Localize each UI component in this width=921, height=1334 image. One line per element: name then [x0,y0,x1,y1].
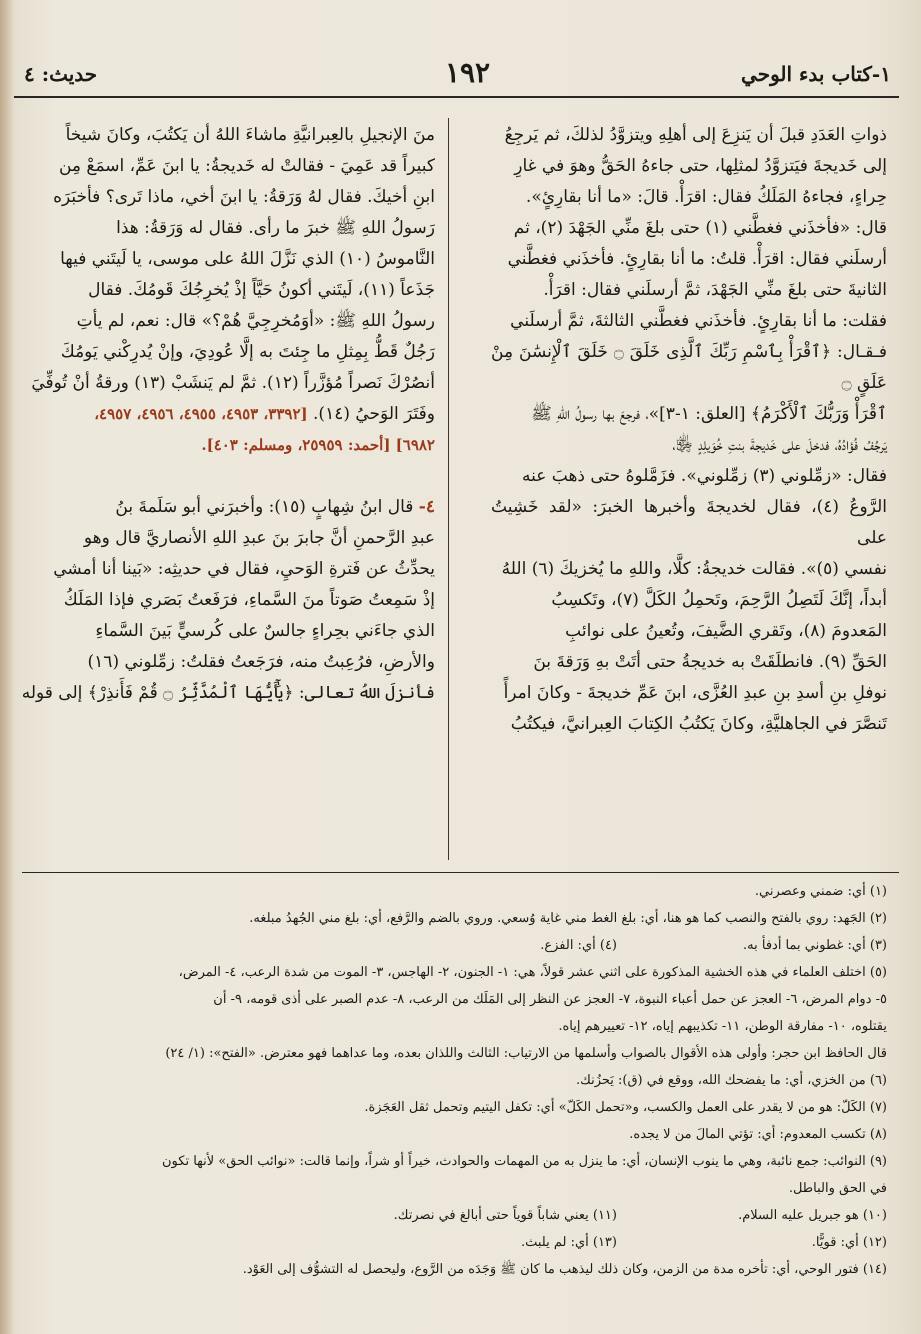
text-line: نفسي (٥)». فقالت خديجةُ: كلَّا، واللهِ ما يُخزيكَ (٦) اللهُ [501,559,887,579]
footnotes [16,878,887,1283]
text-line: إلى خَديجةَ فيَتزوَّدُ لمثلِها، حتى جاءهُ الحَقُّ وهوَ في غارِ [514,156,887,176]
text-line [15,399,435,430]
text-line: المَعدومَ (٨)، وتَقري الضَّيفَ، وتُعينُ على نوائبِ [565,621,887,641]
footnote: (٢) الجَهد: روي بالفتح والنصب كما هو هنا، أي: بلغ الغط مني غاية وُسعي. وروي بالضم والرَّفع، أي: بلغ مني الجُهدُ مبلغه. [249,911,887,926]
text-line: الحَقِّ (٩). فانطلَقَتْ به خديجةُ حتى أتَتْ بهِ وَرَقةَ بنَ [533,652,887,672]
text-line: عبدِ الرَّحمنِ أنَّ جابرَ بنَ عبدِ اللهِ الأنصاريَّ قال وهو [83,528,435,548]
text-line: إذْ سَمِعتُ صَوتاً منَ السَّماءِ، فرَفَعتُ بَصَري فإذا المَلَكُ [63,590,435,610]
text-fragment: قال ابنُ شِهابٍ (١٥): وأخبرَني أبو سَلَمةَ بنُ [115,497,414,517]
page-header [14,54,921,94]
footnote: (١) أي: ضمني وعصرني. [754,884,887,899]
text-line: فقلت: ما أنا بقارِئٍ. فأخذَني فغطَّني الثالثةَ، ثمَّ أرسلَني [510,311,887,331]
footnote: (٧) الكَلّ: هو من لا يقدر على العمل والكسب، و«تحمل الكَلّ» أي: تكفل اليتيم وتحمل ثقل العَجَزة. [364,1100,887,1115]
book-title: ١-كتاب بدء الوحي [741,62,891,86]
footnote-pair [16,932,887,959]
footnote: (٨) تكسب المعدوم: أي: تؤتي المالَ من لا يجده. [629,1127,887,1142]
text-line: نوفلِ بنِ أسدِ بنِ عبدِ العُزَّى، ابنَ عَمِّ خديجةَ - وكانَ امرأً [503,683,887,703]
text-line: ذواتِ العَدَدِ قبلَ أن يَنزِعَ إلى أهلِهِ ويتزوَّدُ لذلكَ، ثم يَرجِعُ [504,125,887,145]
text-line: أبداً، إنَّكَ لَتَصِلُ الرَّحِمَ، وتَحمِلُ الكَلَّ (٧)، وتَكسِبُ [551,590,887,610]
footnote: (٩) النوائب: جمع نائبة، وهي ما ينوب الإنسان، أي: ما ينزل به من المهمات والحوادث، خيراً أو شراً، وإنما قالت: «نوائب الحق» لأنها تكون [162,1154,887,1169]
page-edge [0,0,14,1334]
text-line: أنصُرْكَ نَصراً مُؤزَّراً (١٢). ثمَّ لم يَنشَبْ (١٣) ورقةُ أنْ تُوفِّيَ [31,373,435,393]
text-line: جَذَعاً (١١)، لَيتَني أكونُ حَيَّاً إذْ يُخرِجُكَ قَومُكَ. فقال [88,280,435,300]
text-line: رسولُ اللهِ ﷺ: «أوَمُخرِجِيَّ هُمْ؟» قال: نعم، لم يأتِ [76,311,435,331]
footnote: ٥- دوام المرض، ٦- العجز عن حمل أعباء النبوة، ٧- العجز عن النظر إلى المَلَك من الرعب، ٨- عدم الصبر على أذى قومه، ٩- أن [213,992,887,1007]
text-line: تَنصَّرَ في الجاهليَّةِ، وكانَ يَكتُبُ الكِتابَ العِبرانيَّ، فيكتُبُ [510,714,887,734]
text-line: حِراءٍ، فجاءهُ المَلَكُ فقال: اقرَأْ. قالَ: «ما أنا بقارِئٍ». [525,187,887,207]
footnote-rule [22,872,899,873]
right-column [491,120,887,740]
text-line: الذي جاءَني بحِراءٍ جالسٌ على كُرسيٍّ بَينَ السَّماءِ [95,621,435,641]
footnote-pair [16,1202,887,1229]
text-line: فـقـال: ﴿ٱقْرَأْ بِٱسْمِ رَبِّكَ ٱلَّذِى خَلَقَ ۝ خَلَقَ ٱلْإِنسَٰنَ مِنْ عَلَقٍ ۝ [491,342,887,393]
footnote-pair [16,1229,887,1256]
footnote: (٤) أي: الفزع. [540,938,617,953]
column-divider [448,118,449,860]
cross-reference: ٦٩٨٢] [أحمد: ٢٥٩٥٩، ومسلم: ٤٠٣]. [201,436,435,454]
footnote: (١١) يعني شاباً قوياً حتى أبالغ في نصرتك. [393,1208,617,1223]
footnote: في الحق والباطل. [788,1181,887,1196]
footnote: (٦) من الخزي، أي: ما يفضحك الله، ووقع في (ق): يَحزُنك. [575,1073,887,1088]
footnote: يقتلوه، ١٠- مفارقة الوطن، ١١- تكذيبهم إياه، ١٢- تعييرهم إياه. [558,1019,887,1034]
text-line: ٱقْرَأْ وَرَبُّكَ ٱلْأَكْرَمُ﴾ [العلق: ١-٣]»، فرجعَ بها رسولُ اللهِ ﷺ [531,404,887,424]
text-line: الثانيةَ حتى بلغَ منِّي الجَهْدَ، ثمَّ أرسلَني فقال: اقرَأْ. [543,280,887,300]
footnote: (٣) أي: غطوني بما أدفأ به. [743,938,887,953]
page-number: ١٩٢ [444,56,491,89]
left-column [15,120,435,709]
footnote: (١٢) أي: قويًّا. [811,1235,887,1250]
footnote: (١٤) فتور الوحي، أي: تأخره مدة من الزمن، وكان ذلك ليذهب ما كان ﷺ وَجَدَه من الرَّوع، وليحصل له التشوُّف إلى العَوْد. [242,1262,887,1277]
text-line: ابنِ أخيكَ. فقال لهُ وَرَقةُ: يا ابنَ أخي، ماذا تَرى؟ فأخبَرَه [53,187,435,207]
text-line: النَّاموسُ (١٠) الذي نَزَّلَ اللهُ على موسى، يا لَيتَني فيها [60,249,435,269]
footnote: قال الحافظ ابن حجر: وأولى هذه الأقوال بالصواب وأسلمها من الارتياب: الثالث واللذان بعده، وما عداهما فهو معترض. «الفتح»: (١/ ٢٤) [165,1046,887,1061]
text-line: يَرجُفُ فُؤادُهُ، فدخلَ على خَديجةَ بنتِ خُوَيلِدٍ ﵂، [672,435,887,455]
header-rule [14,96,899,98]
footnote: (٥) اختلف العلماء في هذه الخشية المذكورة على اثني عشر قولاً، هي: ١- الجنون، ٢- الهاجس، ٣- الموت من شدة الرعب، ٤- المرض، [178,965,887,980]
footnote: (١٠) هو جبريل عليه السلام. [738,1208,887,1223]
text-fragment: وفَتَرَ الوَحيُ (١٤). [313,404,435,424]
running-label: حديث: ٤ [24,62,98,86]
footnote: (١٣) أي: لم يلبث. [520,1235,617,1250]
text-line [15,430,435,461]
text-line: رَسولُ اللهِ ﷺ خبرَ ما رأى. فقال له وَرَقةُ: هذا [116,218,435,238]
spacer-line [15,461,435,492]
cross-reference: [٣٣٩٢، ٤٩٥٣، ٤٩٥٥، ٤٩٥٦، ٤٩٥٧، [94,405,308,423]
text-line: رَجُلٌ قَطُّ بِمِثلِ ما جِئتَ به إلَّا عُودِيَ، وإنْ يُدرِكْني يَومُكَ [60,342,435,362]
text-line [15,492,435,523]
text-line: فقال: «زمِّلوني (٣) زمِّلوني». فزَمَّلوهُ حتى ذهبَ عنه [521,466,887,486]
text-line: فأنزلَ اللهُ تعالى: ﴿يَٰٓأَيُّهَا ٱلْمُدَّثِّرُ ۝ قُمْ فَأَنذِرْ﴾ إلى قوله [21,683,435,703]
text-line: منَ الإنجيلِ بالعِبرانيَّةِ ماشاءَ اللهُ أن يَكتُبَ، وكانَ شيخاً [65,125,435,145]
text-line: الرَّوعُ (٤)، فقال لخديجةَ وأخبرها الخبرَ: «لقد خَشِيتُ على [491,497,887,548]
hadith-number: ٤- [418,497,435,517]
text-line: والأرضِ، فرُعِبتُ منه، فرَجَعتُ فقلتُ: زمِّلوني (١٦) [87,652,435,672]
text-line: قال: «فأخذَني فغطَّني (١) حتى بلغَ منِّي الجَهْدَ (٢)، ثم [513,218,887,238]
text-line: أرسلَني فقال: اقرَأْ. قلتُ: ما أنا بقارِئٍ. فأخذَني فغطَّني [507,249,887,269]
text-line: كبيراً قد عَمِيَ - فقالتْ له خَديجةُ: يا ابنَ عَمِّ، اسمَعْ مِن [58,156,435,176]
text-line: يحدِّثُ عن فَترةِ الوَحيِ، فقال في حديثِه: «بَينا أنا أمشي [53,559,435,579]
